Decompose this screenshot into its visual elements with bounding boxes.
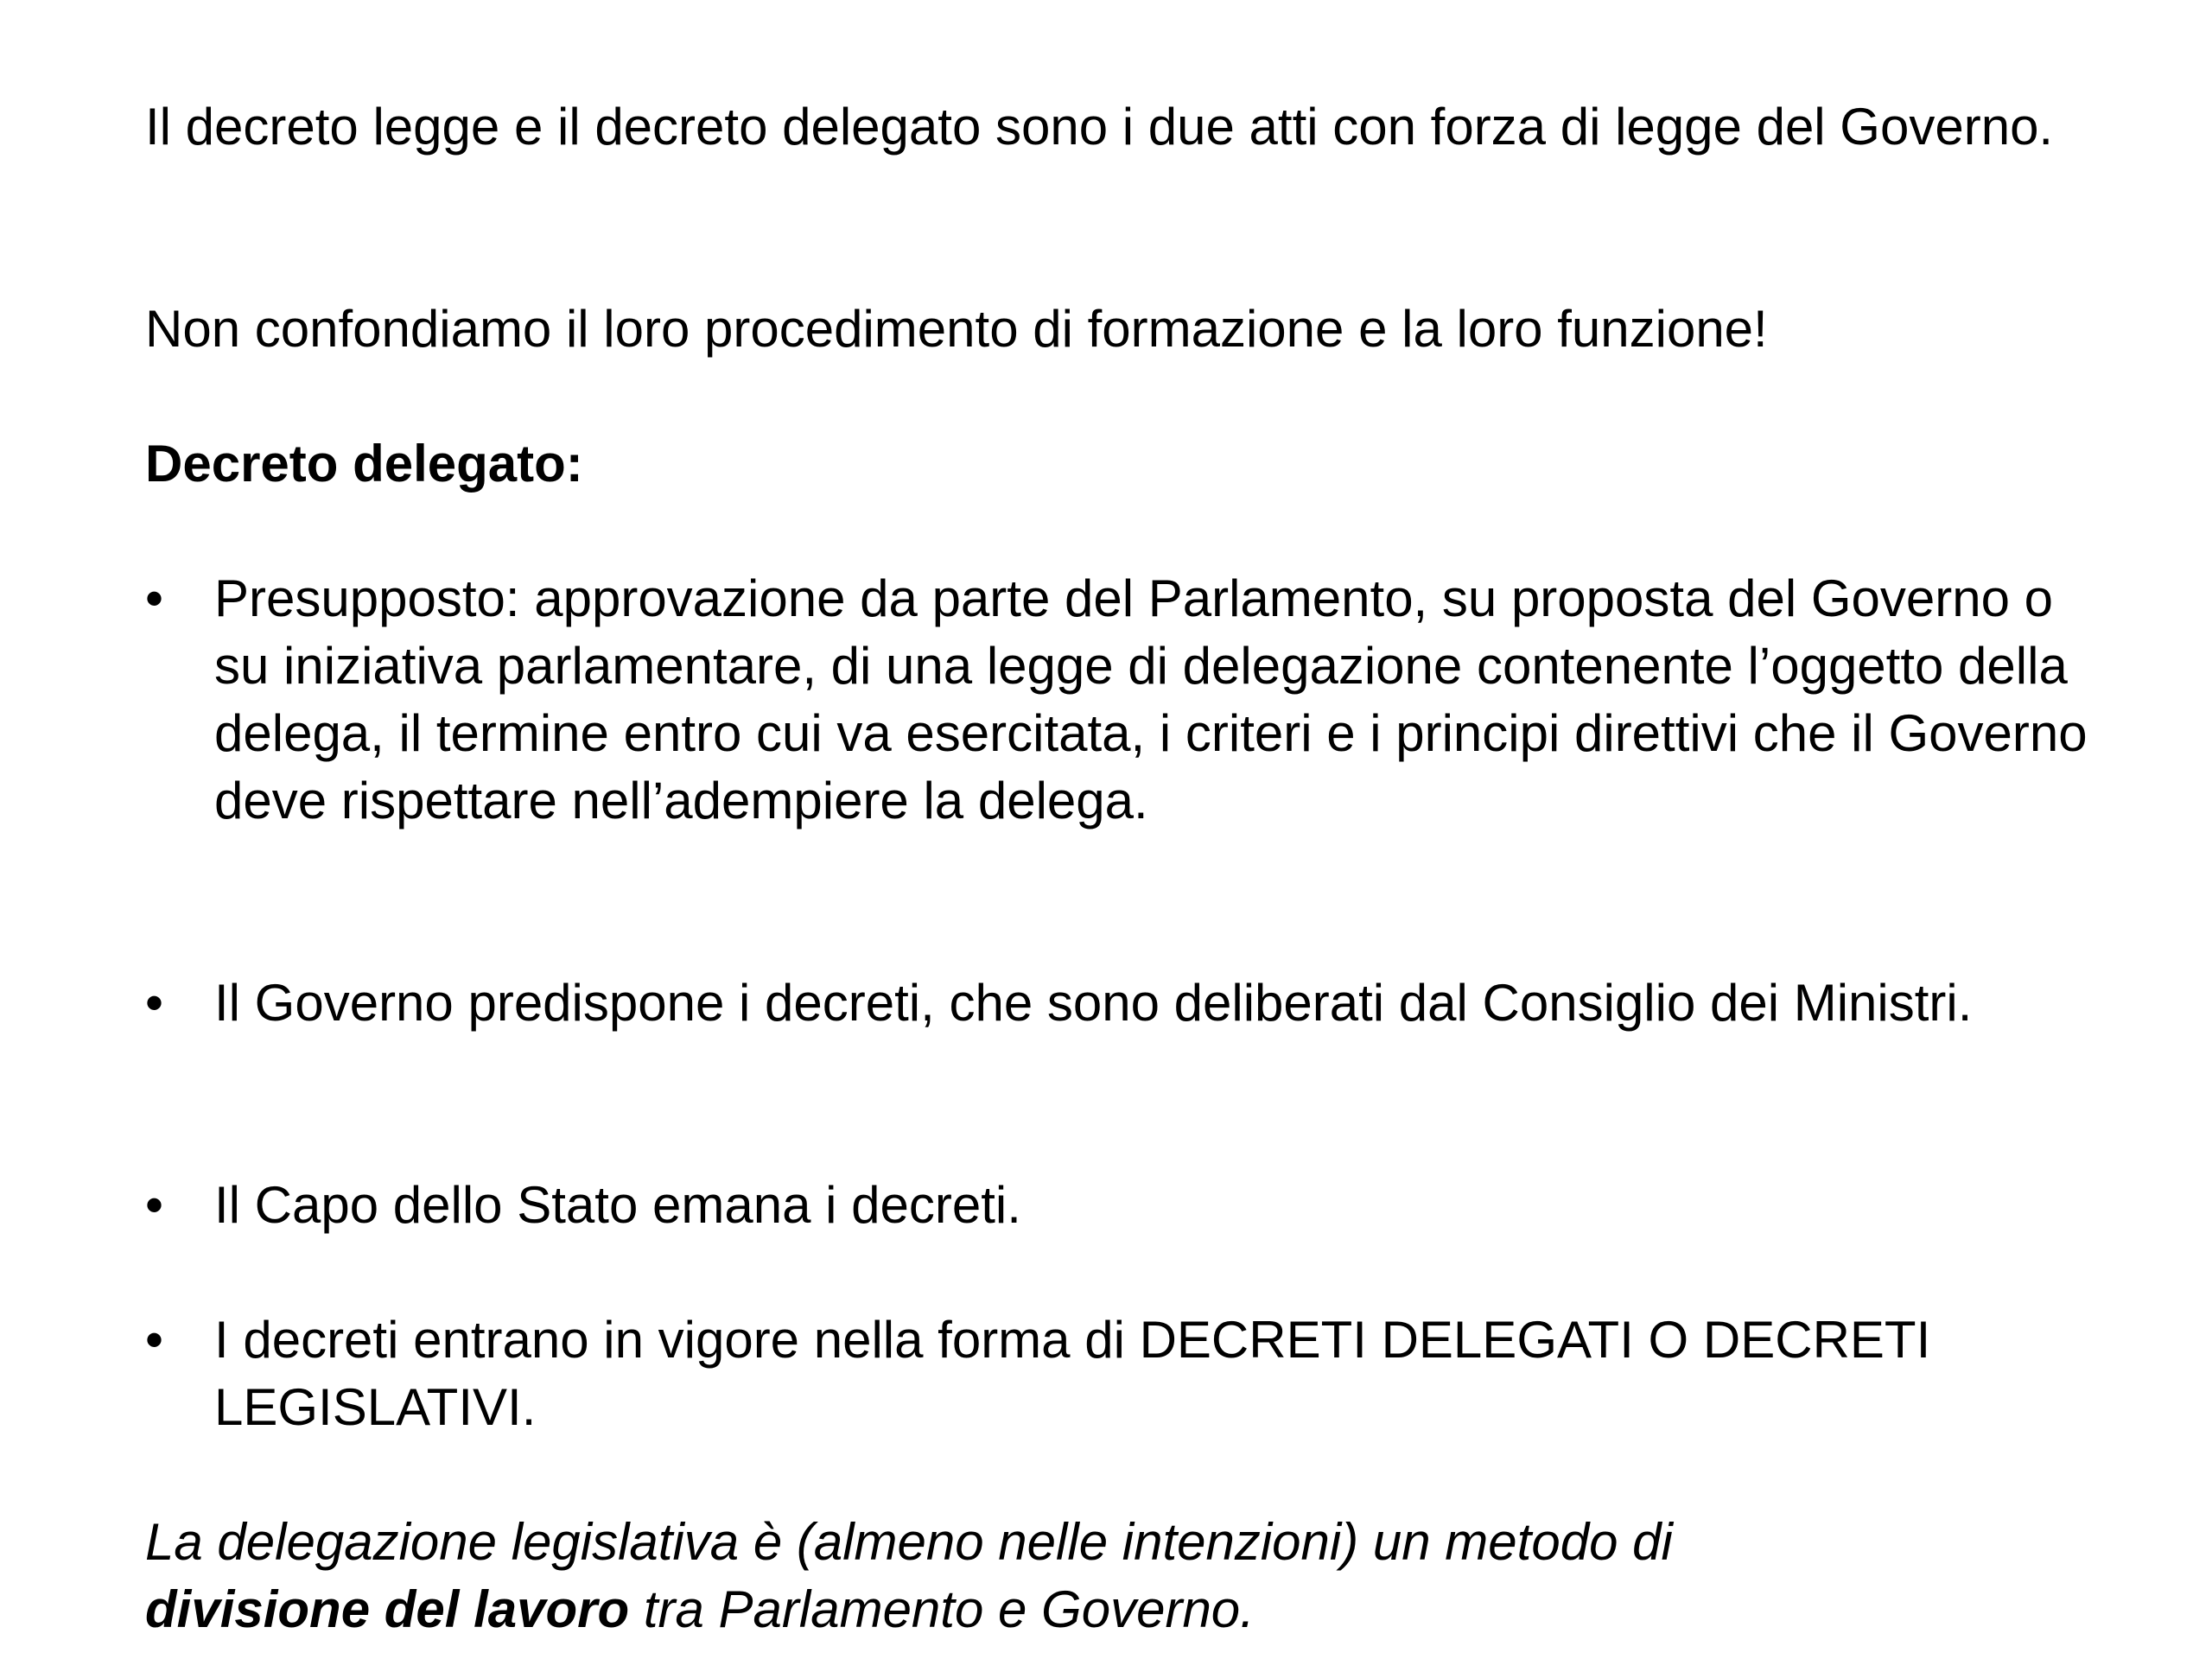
bullet-text: Il Governo predispone i decreti, che sono deliberati dal Consiglio dei Ministri.: [214, 974, 1973, 1032]
bullet-text: Presupposto: approvazione da parte del Parlamento, su proposta del Governo o su iniziativa parlamentare, di una legge di delegazione contenente l’oggetto della delega, il termine entro cui va esercitata, i criteri e i principi direttivi che il Governo deve rispettare nell’adempiere la delega.: [214, 569, 2088, 830]
bullet-icon: •: [145, 1176, 164, 1234]
bullet-text: I decreti entrano in vigore nella forma di DECRETI DELEGATI O DECRETI LEGISLATIVI.: [214, 1311, 1931, 1436]
bullet-text: Il Capo dello Stato emana i decreti.: [214, 1176, 1021, 1234]
bullet-icon: •: [145, 569, 164, 627]
bullet-icon: •: [145, 974, 164, 1032]
bullet-icon: •: [145, 1311, 164, 1369]
closing-text-part2: tra Parlamento e Governo.: [643, 1580, 1255, 1638]
closing-bold-text: divisione del lavoro: [145, 1580, 630, 1638]
warning-paragraph: Non confondiamo il loro procedimento di formazione e la loro funzione!: [145, 300, 1768, 358]
closing-paragraph: [145, 1509, 2115, 1643]
intro-paragraph: Il decreto legge e il decreto delegato sono i due atti con forza di legge del Governo.: [145, 98, 2054, 156]
section-heading: Decreto delegato:: [145, 435, 583, 493]
closing-text-part1: La delegazione legislativa è (almeno nelle intenzioni) un metodo di: [145, 1513, 1673, 1571]
